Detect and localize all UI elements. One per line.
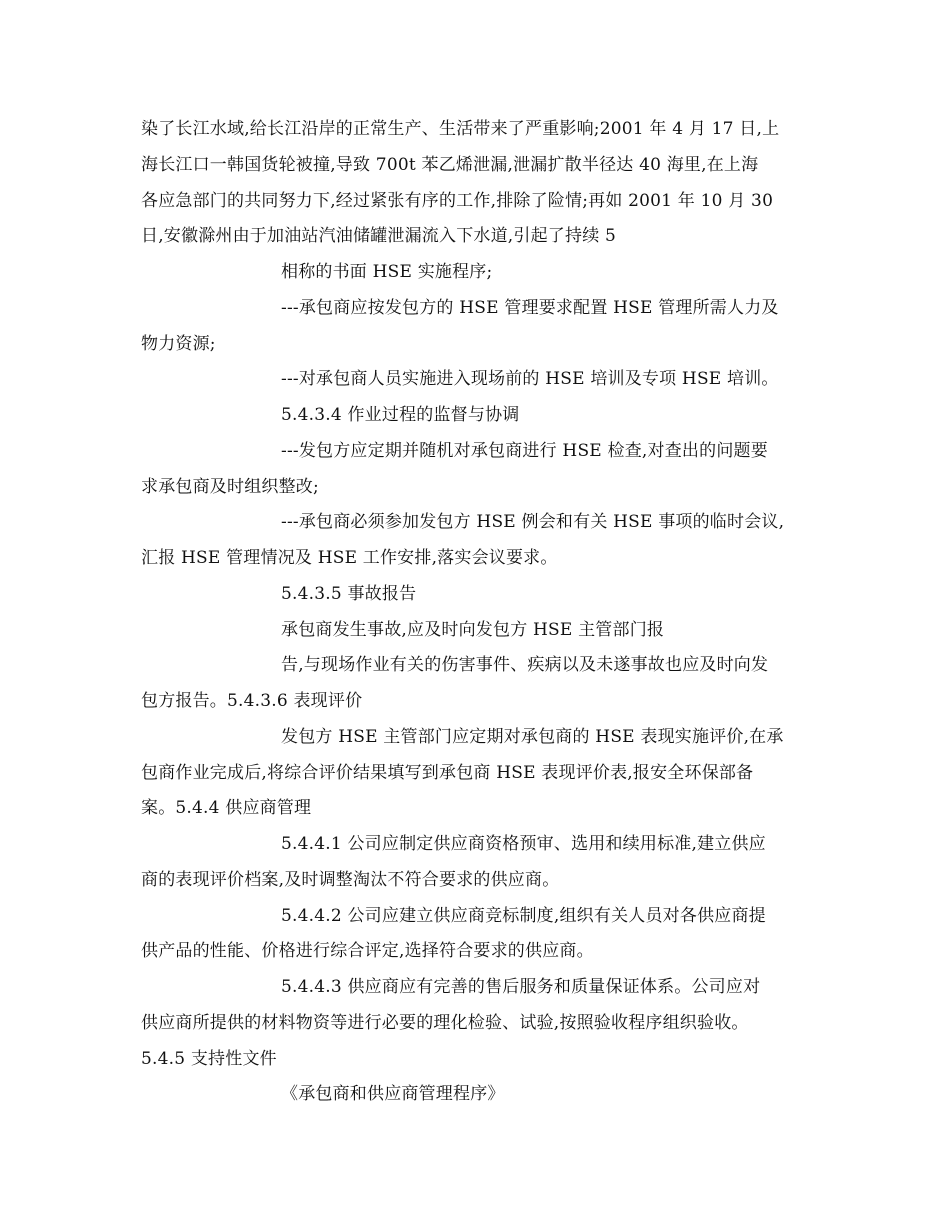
section-heading: 5.4.5 支持性文件 [141, 1049, 277, 1069]
text-line: 供应商所提供的材料物资等进行必要的理化检验、试验,按照验收程序组织验收。 [141, 1013, 749, 1033]
text-line: 发包方 HSE 主管部门应定期对承包商的 HSE 表现实施评价,在承 [281, 727, 784, 747]
text-line: ---发包方应定期并随机对承包商进行 HSE 检查,对查出的问题要 [281, 441, 768, 461]
text-line: 5.4.4.2 公司应建立供应商竞标制度,组织有关人员对各供应商提 [281, 906, 766, 926]
text-line: 承包商发生事故,应及时向发包方 HSE 主管部门报 [281, 620, 665, 640]
text-line: 物力资源; [141, 334, 216, 354]
text-line: 供产品的性能、价格进行综合评定,选择符合要求的供应商。 [141, 941, 594, 961]
text-line: ---对承包商人员实施进入现场前的 HSE 培训及专项 HSE 培训。 [281, 369, 779, 389]
text-line: 5.4.4.3 供应商应有完善的售后服务和质量保证体系。公司应对 [281, 977, 761, 997]
section-heading: 5.4.3.5 事故报告 [281, 584, 417, 604]
section-heading: 5.4.3.4 作业过程的监督与协调 [281, 405, 520, 425]
text-line: 相称的书面 HSE 实施程序; [281, 262, 493, 282]
text-line: 日,安徽滁州由于加油站汽油储罐泄漏流入下水道,引起了持续 5 [141, 226, 617, 246]
document-title-reference: 《承包商和供应商管理程序》 [281, 1084, 505, 1104]
text-line: 商的表现评价档案,及时调整淘汰不符合要求的供应商。 [141, 870, 560, 890]
text-line: 包商作业完成后,将综合评价结果填写到承包商 HSE 表现评价表,报安全环保部备 [141, 763, 754, 783]
text-line: 包方报告。5.4.3.6 表现评价 [141, 691, 363, 711]
text-line: 告,与现场作业有关的伤害事件、疾病以及未遂事故也应及时向发 [281, 655, 769, 675]
text-line: 求承包商及时组织整改; [141, 477, 319, 497]
text-line: 染了长江水域,给长江沿岸的正常生产、生活带来了严重影响;2001 年 4 月 17 日,上 [141, 119, 780, 139]
text-line: 汇报 HSE 管理情况及 HSE 工作安排,落实会议要求。 [141, 548, 558, 568]
text-line: 案。5.4.4 供应商管理 [141, 798, 312, 818]
text-line: ---承包商应按发包方的 HSE 管理要求配置 HSE 管理所需人力及 [281, 298, 779, 318]
text-line: 海长江口一韩国货轮被撞,导致 700t 苯乙烯泄漏,泄漏扩散半径达 40 海里,在上海 [141, 155, 759, 175]
text-line: 5.4.4.1 公司应制定供应商资格预审、选用和续用标准,建立供应 [281, 834, 766, 854]
text-line: ---承包商必须参加发包方 HSE 例会和有关 HSE 事项的临时会议, [281, 512, 785, 532]
text-line: 各应急部门的共同努力下,经过紧张有序的工作,排除了险情;再如 2001 年 10 月 30 [141, 191, 774, 211]
